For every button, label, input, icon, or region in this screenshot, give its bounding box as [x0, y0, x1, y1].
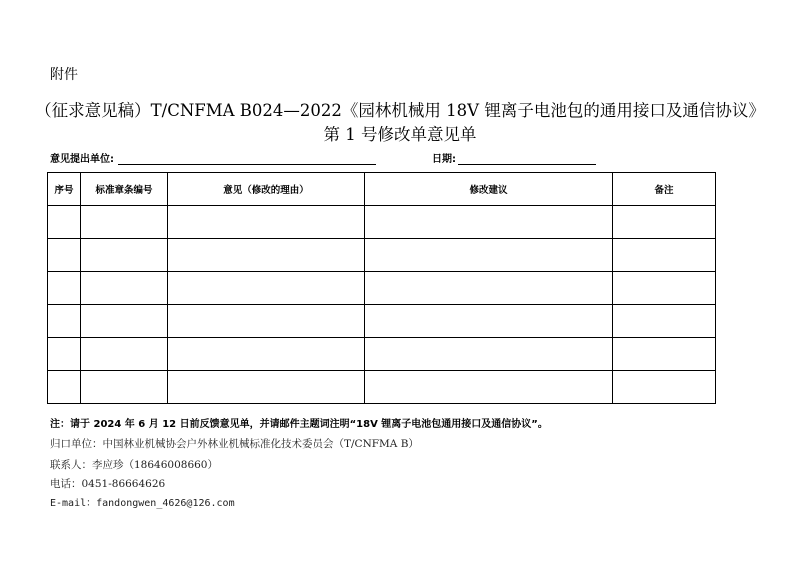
table-cell[interactable]: [168, 371, 365, 404]
table-row: [48, 338, 716, 371]
responsible-org: 归口单位：中国林业机械协会户外林业机械标准化技术委员会（T/CNFMA B）: [50, 438, 419, 450]
table-cell[interactable]: [81, 239, 168, 272]
date-label: 日期:: [432, 154, 456, 165]
table-cell[interactable]: [168, 206, 365, 239]
table-cell[interactable]: [48, 338, 81, 371]
table-cell[interactable]: [81, 371, 168, 404]
table-row: [48, 272, 716, 305]
table-cell[interactable]: [81, 272, 168, 305]
unit-blank-line[interactable]: [118, 152, 376, 165]
table-cell[interactable]: [168, 272, 365, 305]
table-cell[interactable]: [365, 206, 613, 239]
table-cell[interactable]: [168, 239, 365, 272]
header-suggestion: 修改建议: [365, 173, 613, 206]
header-serial-no: 序号: [48, 173, 81, 206]
table-row: [48, 305, 716, 338]
table-cell[interactable]: [81, 338, 168, 371]
header-clause-no: 标准章条编号: [81, 173, 168, 206]
contact-email: E-mail：fandongwen_4626@126.com: [50, 498, 235, 509]
table-row: [48, 371, 716, 404]
table-cell[interactable]: [613, 239, 716, 272]
table-cell[interactable]: [365, 371, 613, 404]
table-cell[interactable]: [48, 371, 81, 404]
comments-table: [47, 172, 716, 404]
attachment-label: 附件: [50, 67, 78, 83]
table-cell[interactable]: [613, 338, 716, 371]
document-title: （征求意见稿）T/CNFMA B024—2022《园林机械用 18V 锂离子电池包的通用接口及通信协议》: [35, 101, 765, 120]
date-field: [432, 150, 596, 165]
table-cell[interactable]: [365, 338, 613, 371]
unit-label: 意见提出单位:: [50, 154, 114, 165]
table-cell[interactable]: [48, 239, 81, 272]
table-row: [48, 206, 716, 239]
table-cell[interactable]: [613, 272, 716, 305]
header-remarks: 备注: [613, 173, 716, 206]
table-cell[interactable]: [48, 305, 81, 338]
table-cell[interactable]: [48, 272, 81, 305]
table-cell[interactable]: [365, 305, 613, 338]
table-cell[interactable]: [365, 239, 613, 272]
table-cell[interactable]: [613, 206, 716, 239]
table-cell[interactable]: [613, 371, 716, 404]
date-blank-line[interactable]: [458, 152, 596, 165]
unit-field: [50, 150, 376, 165]
table-cell[interactable]: [81, 305, 168, 338]
table-cell[interactable]: [613, 305, 716, 338]
header-comment: 意见（修改的理由）: [168, 173, 365, 206]
table-cell[interactable]: [48, 206, 81, 239]
table-cell[interactable]: [168, 305, 365, 338]
contact-person: 联系人：李应珍（18646008660）: [50, 459, 218, 471]
contact-phone: 电话：0451-86664626: [50, 478, 166, 490]
deadline-note: 注：请于 2024 年 6 月 12 日前反馈意见单，并请邮件主题词注明“18V 锂离子电池包通用接口及通信协议”。: [50, 419, 548, 430]
table-row: [48, 239, 716, 272]
table-header-row: [48, 173, 716, 206]
table-cell[interactable]: [81, 206, 168, 239]
table-cell[interactable]: [365, 272, 613, 305]
document-subtitle: 第 1 号修改单意见单: [323, 125, 477, 144]
table-cell[interactable]: [168, 338, 365, 371]
